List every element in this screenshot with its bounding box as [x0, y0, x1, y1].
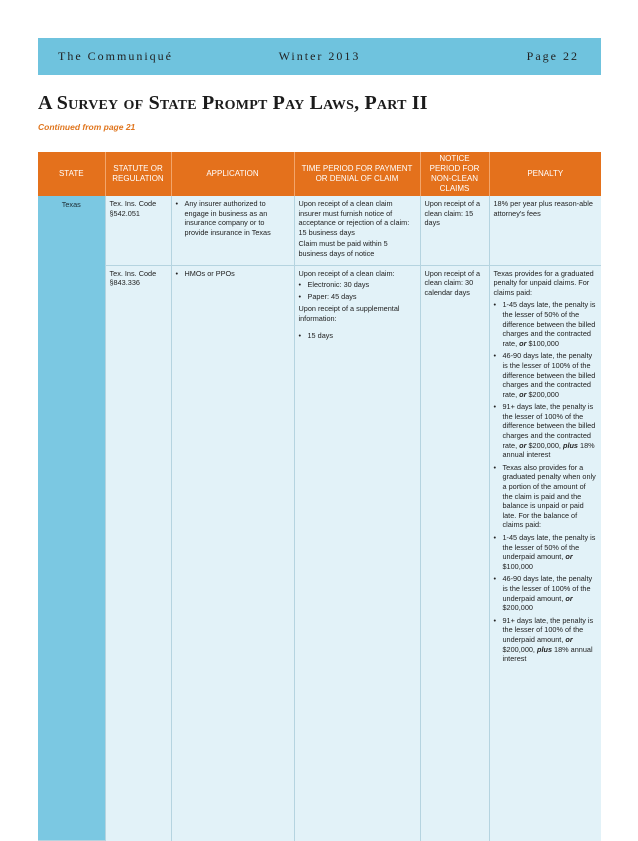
table-row — [38, 196, 601, 265]
prompt-pay-table — [38, 152, 601, 841]
application-cell — [171, 265, 294, 841]
penalty-intro: Texas provides for a graduated penalty for unpaid claims. For claims paid: — [493, 268, 594, 297]
col-header-time-period: TIME PERIOD FOR PAYMENT OR DENIAL OF CLAIM — [294, 152, 420, 196]
list-item: • 46-90 days late, the penalty is the lesser of 100% of the underpaid amount, or $200,000 — [494, 574, 598, 612]
time-period-cell — [294, 265, 420, 841]
list-item: • Any insurer authorized to engage in business as an insurance company or to provide insurance in Texas — [176, 199, 290, 237]
page-number: Page 22 — [526, 49, 579, 63]
list-item: • Paper: 45 days — [299, 292, 416, 302]
list-item: • 46-90 days late, the penalty is the lesser of 100% of the difference between the billed charges and the contracted rate, or $200,000 — [494, 351, 598, 399]
issue-label: Winter 2013 — [278, 49, 361, 63]
list-item: • 1-45 days late, the penalty is the lesser of 50% of the difference between the billed charges and the contracted rate, or $100,000 — [494, 300, 598, 348]
statute-cell: Tex. Ins. Code §843.336 — [105, 265, 171, 841]
list-item: • 91+ days late, the penalty is the lesser of 100% of the difference between the billed charges and the contracted rate, or $200,000, plus 18% annual interest — [494, 402, 598, 460]
list-item: • Electronic: 30 days — [299, 280, 416, 290]
col-header-application: APPLICATION — [171, 152, 294, 196]
time-period-text: Upon receipt of a supplemental information: — [298, 304, 400, 323]
publication-name: The Communiqué — [58, 49, 173, 63]
header-banner — [38, 38, 601, 75]
article-title: A Survey of State Prompt Pay Laws, Part II — [38, 92, 428, 114]
continued-note: Continued from page 21 — [38, 122, 136, 132]
penalty-cell — [489, 265, 601, 841]
time-period-cell — [294, 196, 420, 265]
list-item: • 1-45 days late, the penalty is the lesser of 50% of the underpaid amount, or $100,000 — [494, 533, 598, 571]
list-item: • 15 days — [299, 331, 416, 341]
statute-cell: Tex. Ins. Code §542.051 — [105, 196, 171, 265]
list-item: • Texas also provides for a graduated penalty when only a portion of the amount of the claim is paid and the balance is unpaid or paid late. For the balance of claims paid: — [494, 463, 598, 530]
list-item: • 91+ days late, the penalty is the lesser of 100% of the underpaid amount, or $200,000, plus 18% annual interest — [494, 616, 598, 664]
col-header-penalty: PENALTY — [489, 152, 601, 196]
table-header-row — [38, 152, 601, 196]
col-header-notice-period: NOTICE PERIOD FOR NON-CLEAN CLAIMS — [420, 152, 489, 196]
time-period-text: Upon receipt of a clean claim: — [298, 268, 395, 278]
list-item: • HMOs or PPOs — [176, 269, 290, 279]
col-header-state: STATE — [38, 152, 105, 196]
time-period-text: Upon receipt of a clean claim insurer must furnish notice of acceptance or rejection of a claim: 15 business days — [298, 199, 410, 237]
table-row — [38, 265, 601, 841]
state-cell: Texas — [38, 196, 105, 841]
time-period-text: Claim must be paid within 5 business days of notice — [298, 239, 388, 258]
penalty-cell: 18% per year plus reason-able attorney's fees — [489, 196, 601, 265]
notice-period-cell: Upon receipt of a clean claim: 15 days — [420, 196, 489, 265]
application-cell — [171, 196, 294, 265]
col-header-statute: STATUTE OR REGULATION — [105, 152, 171, 196]
notice-period-cell: Upon receipt of a clean claim: 30 calendar days — [420, 265, 489, 841]
